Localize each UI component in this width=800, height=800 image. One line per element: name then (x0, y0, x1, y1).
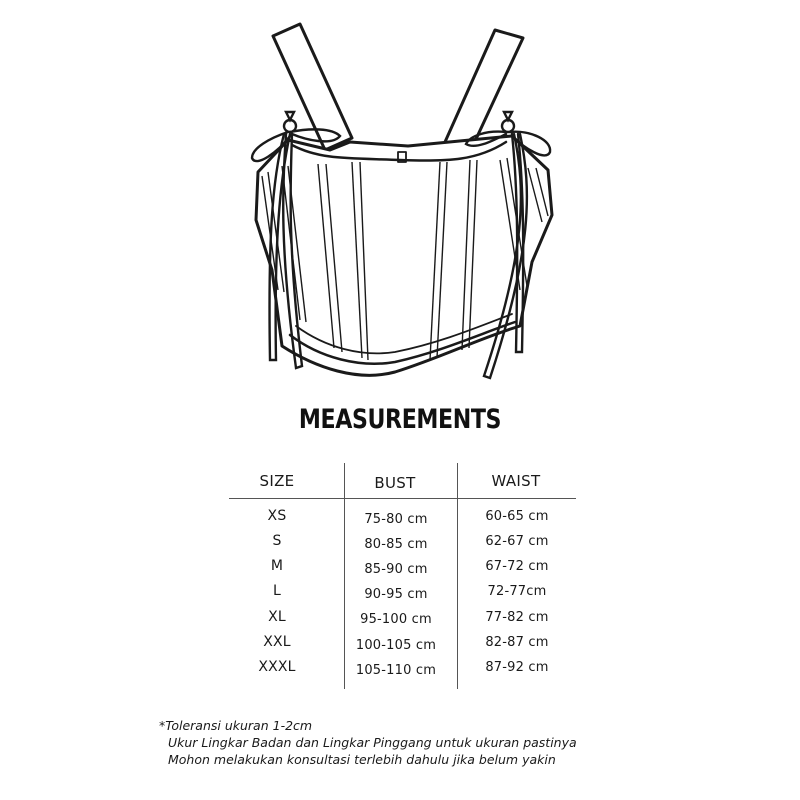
header-size: SIZE (259, 472, 295, 490)
table-cell-waist: 72-77cm (487, 584, 547, 599)
table-cell-bust: 75-80 cm (364, 512, 428, 527)
header-divider (229, 498, 576, 499)
note-tolerance: *Toleransi ukuran 1-2cm (159, 718, 313, 733)
table-cell-size: XL (268, 609, 286, 625)
table-cell-bust: 85-90 cm (364, 562, 428, 577)
table-cell-size: XXL (263, 634, 291, 650)
page-title: MEASUREMENTS (298, 404, 502, 435)
table-cell-size: XXXL (258, 659, 296, 675)
table-cell-size: L (273, 583, 281, 599)
column-divider-2 (457, 463, 458, 689)
header-bust: BUST (374, 474, 416, 492)
header-waist: WAIST (491, 472, 541, 490)
table-cell-waist: 67-72 cm (485, 559, 549, 574)
notes-block (159, 717, 779, 768)
table-cell-bust: 105-110 cm (355, 663, 437, 678)
table-cell-bust: 95-100 cm (360, 612, 432, 627)
table-cell-bust: 80-85 cm (364, 537, 428, 552)
table-cell-size: XS (267, 508, 287, 524)
table-cell-waist: 77-82 cm (485, 610, 549, 625)
table-cell-size: S (272, 533, 282, 549)
note-measure: Ukur Lingkar Badan dan Lingkar Pinggang untuk ukuran pastinya (168, 735, 577, 750)
table-cell-waist: 60-65 cm (485, 509, 549, 524)
table-cell-bust: 90-95 cm (364, 587, 428, 602)
table-cell-bust: 100-105 cm (355, 638, 437, 653)
table-cell-waist: 87-92 cm (485, 660, 549, 675)
table-cell-waist: 62-67 cm (485, 534, 549, 549)
table-cell-size: M (270, 558, 284, 574)
column-divider-1 (344, 463, 345, 689)
note-consult: Mohon melakukan konsultasi terlebih dahulu jika belum yakin (168, 752, 556, 767)
table-cell-waist: 82-87 cm (485, 635, 549, 650)
